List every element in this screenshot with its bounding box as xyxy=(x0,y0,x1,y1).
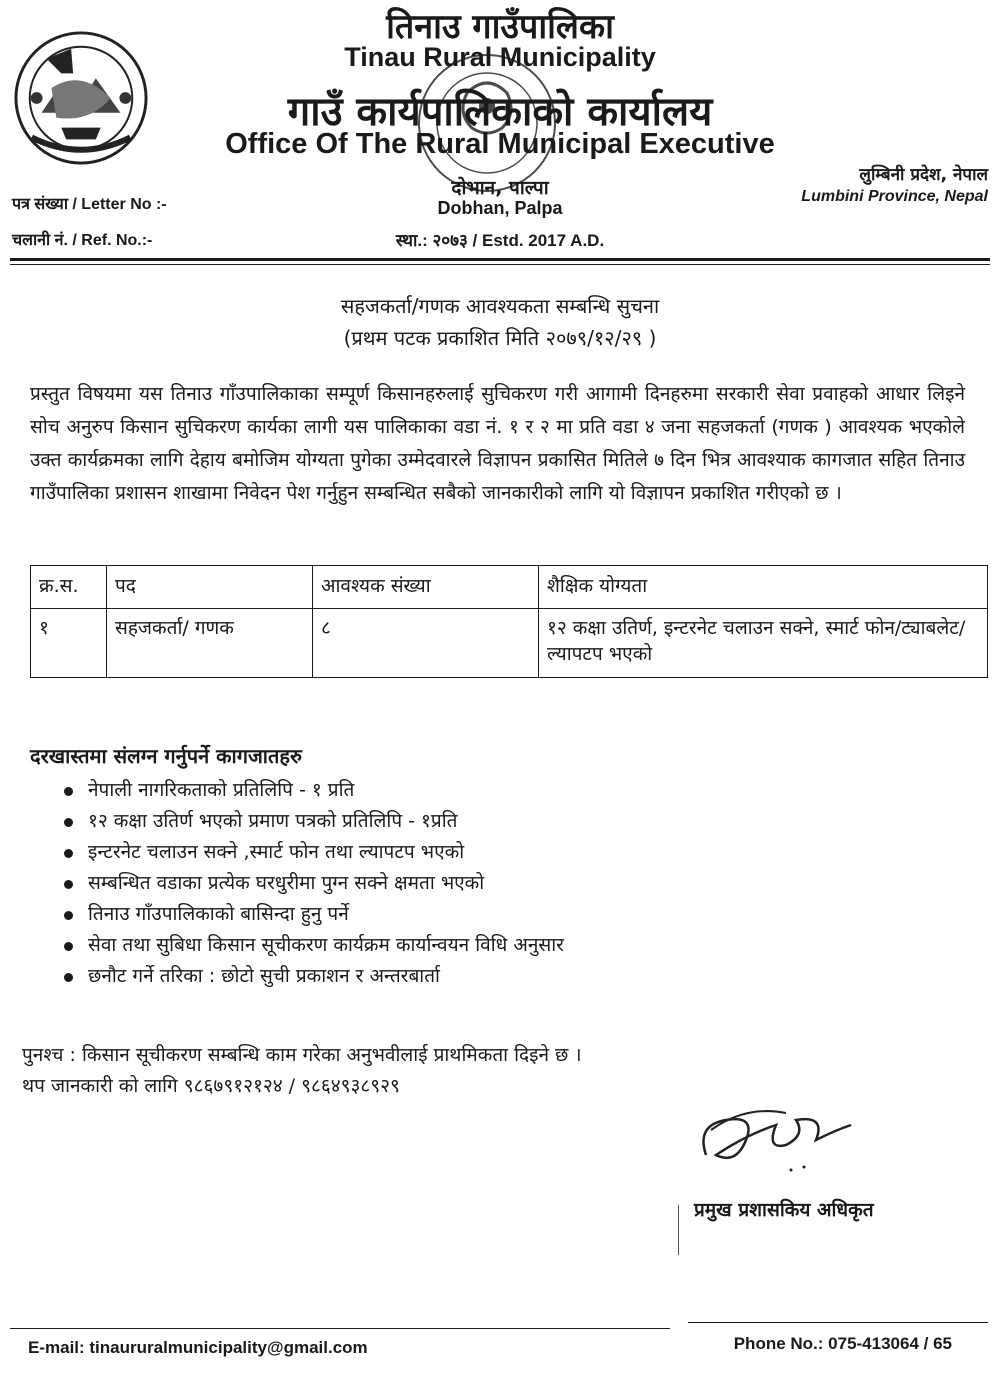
notice-subtitle: (प्रथम पटक प्रकाशित मिति २०७९/१२/२९ ) xyxy=(343,326,657,350)
office-name-nepali: गाउँ कार्यपालिकाको कार्यालय xyxy=(287,89,713,135)
letter-number-label: पत्र संख्या / Letter No :- xyxy=(12,196,167,213)
header-divider-thick xyxy=(10,258,990,261)
established-date: स्था.: २०७३ / Estd. 2017 A.D. xyxy=(395,231,605,250)
list-item: इन्टरनेट चलाउन सक्ने ,स्मार्ट फोन तथा ल्यापटप भएको xyxy=(58,837,564,868)
province-nepali: लुम्बिनी प्रदेश, नेपाल xyxy=(859,165,988,185)
province-english: Lumbini Province, Nepal xyxy=(801,188,988,205)
col-header-qualification: शैक्षिक योग्यता xyxy=(539,566,988,609)
footer-phone: Phone No.: 075-413064 / 65 xyxy=(733,1334,952,1353)
place-nepali: दोभान, पाल्पा xyxy=(451,177,549,199)
notice-body: प्रस्तुत विषयमा यस तिनाउ गाँउपालिकाका सम्पूर्ण किसानहरुलाई सुचिकरण गरी आगामी दिनहरुमा सरकारी सेवा प्रवाहको आधार लिइने सोच अनुरुप किसान सुचिकरण कार्यका लागी यस पालिकाका वडा नं. १ र २ मा प्रति वडा ४ जना सहजकर्ता (गणक ) आवश्यक भएकोले उक्त कार्यक्रमका लागि देहाय बमोजिम योग्यता पुगेका उम्मेदवारले विज्ञापन प्रकासित मितिले ७ दिन भित्र आवश्याक कागजात सहित तिनाउ गाउँपालिका प्रशासन शाखामा निवेदन पेश गर्नुहुन सम्बन्धित सबैको जानकारीको लागि यो विज्ञापन प्रकाशित गरीएको छ । xyxy=(30,383,965,504)
notice-heading xyxy=(0,290,1000,354)
col-header-required-count: आवश्यक संख्या xyxy=(313,566,539,609)
signer-title: प्रमुख प्रशासकिय अधिकृत xyxy=(694,1199,874,1221)
header-divider-thin xyxy=(10,264,990,265)
cell-position: सहजकर्ता/ गणक xyxy=(107,609,313,678)
postscript-line: पुनश्च : किसान सूचीकरण सम्बन्धि काम गरेका अनुभवीलाई प्राथमिकता दिइने छ । xyxy=(22,1044,582,1066)
municipality-name-nepali: तिनाउ गाउँपालिका xyxy=(386,7,614,47)
office-name-english: Office Of The Rural Municipal Executive xyxy=(225,128,775,160)
documents-heading: दरखास्तमा संलग्न गर्नुपर्ने कागजातहरु xyxy=(30,744,302,768)
contact-line: थप जानकारी को लागि ९८६७९१२१२४ / ९८६४९३८९२९ xyxy=(22,1075,400,1097)
documents-list xyxy=(58,775,564,992)
footer-divider xyxy=(10,1328,670,1329)
table-row xyxy=(31,609,988,678)
signature-bracket xyxy=(678,1205,679,1255)
reference-number-label: चलानी नं. / Ref. No.:- xyxy=(12,232,153,249)
table-header-row xyxy=(31,566,988,609)
cell-serial: १ xyxy=(31,609,107,678)
postscript xyxy=(22,1040,582,1102)
handwritten-signature xyxy=(686,1095,866,1195)
footer-divider xyxy=(688,1322,988,1323)
cell-qualification: १२ कक्षा उतिर्ण, इन्टरनेट चलाउन सक्ने, स्मार्ट फोन/ट्याबलेट/ल्यापटप भएको xyxy=(539,609,988,678)
list-item: १२ कक्षा उतिर्ण भएको प्रमाण पत्रको प्रतिलिपि - १प्रति xyxy=(58,806,564,837)
col-header-serial: क्र.स. xyxy=(31,566,107,609)
vacancy-table xyxy=(30,565,988,678)
notice-title: सहजकर्ता/गणक आवश्यकता सम्बन्धि सुचना xyxy=(340,294,660,318)
list-item: नेपाली नागरिकताको प्रतिलिपि - १ प्रति xyxy=(58,775,564,806)
list-item: छनौट गर्ने तरिका : छोटो सुची प्रकाशन र अन्तरबार्ता xyxy=(58,961,564,992)
list-item: तिनाउ गाँउपालिकाको बासिन्दा हुनु पर्ने xyxy=(58,899,564,930)
municipality-name-english: Tinau Rural Municipality xyxy=(344,42,656,72)
place-english: Dobhan, Palpa xyxy=(437,198,563,218)
list-item: सम्बन्धित वडाका प्रत्येक घरधुरीमा पुग्न सक्ने क्षमता भएको xyxy=(58,868,564,899)
col-header-position: पद xyxy=(107,566,313,609)
footer-email: E-mail: tinaururalmunicipality@gmail.com xyxy=(28,1338,368,1357)
list-item: सेवा तथा सुबिधा किसान सूचीकरण कार्यक्रम कार्यान्वयन विधि अनुसार xyxy=(58,930,564,961)
cell-required-count: ८ xyxy=(313,609,539,678)
